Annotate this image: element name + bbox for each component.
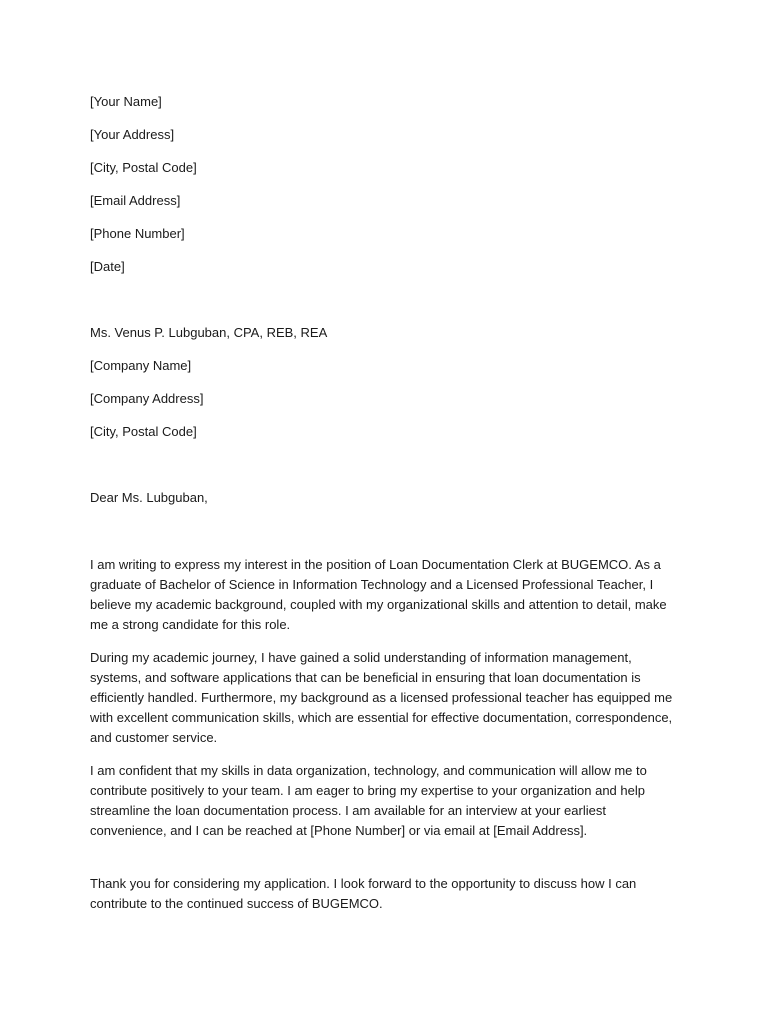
sender-block [90,93,685,324]
sender-phone: [Phone Number] [90,226,185,241]
closing-paragraph: Thank you for considering my application. I look forward to the opportunity to discuss how I can contribute to the continued success of BUGEMCO. [90,876,637,911]
sender-name: [Your Name] [90,94,162,109]
letter-date: [Date] [90,259,125,274]
letter-content [90,93,685,927]
body-paragraph-2: During my academic journey, I have gained a solid understanding of information management, systems, and software applications that can be beneficial in ensuring that loan documentation is efficiently handled. Furthermore, my background as a licensed professional teacher has equipped me with excellent communication skills, which are essential for effective documentation, correspondence, and customer service. [90,650,673,745]
salutation: Dear Ms. Lubguban, [90,490,208,505]
recipient-name: Ms. Venus P. Lubguban, CPA, REB, REA [90,325,328,340]
sender-city-postal: [City, Postal Code] [90,160,197,175]
recipient-company-address: [Company Address] [90,391,204,406]
sender-email: [Email Address] [90,193,181,208]
recipient-company: [Company Name] [90,358,192,373]
body-paragraph-1: I am writing to express my interest in the position of Loan Documentation Clerk at BUGEMCO. As a graduate of Bachelor of Science in Information Technology and a Licensed Professional Teacher, I believe my academic background, coupled with my organizational skills and attention to detail, make me a strong candidate for this role. [90,557,667,632]
recipient-city-postal: [City, Postal Code] [90,424,197,439]
body-paragraph-3: I am confident that my skills in data organization, technology, and communication will allow me to contribute positively to your team. I am eager to bring my expertise to your organization and help streamline the loan documentation process. I am available for an interview at your earliest convenience, and I can be reached at [Phone Number] or via email at [Email Address]. [90,763,647,838]
sender-address: [Your Address] [90,127,175,142]
letter-body [90,555,685,914]
recipient-block [90,324,685,489]
